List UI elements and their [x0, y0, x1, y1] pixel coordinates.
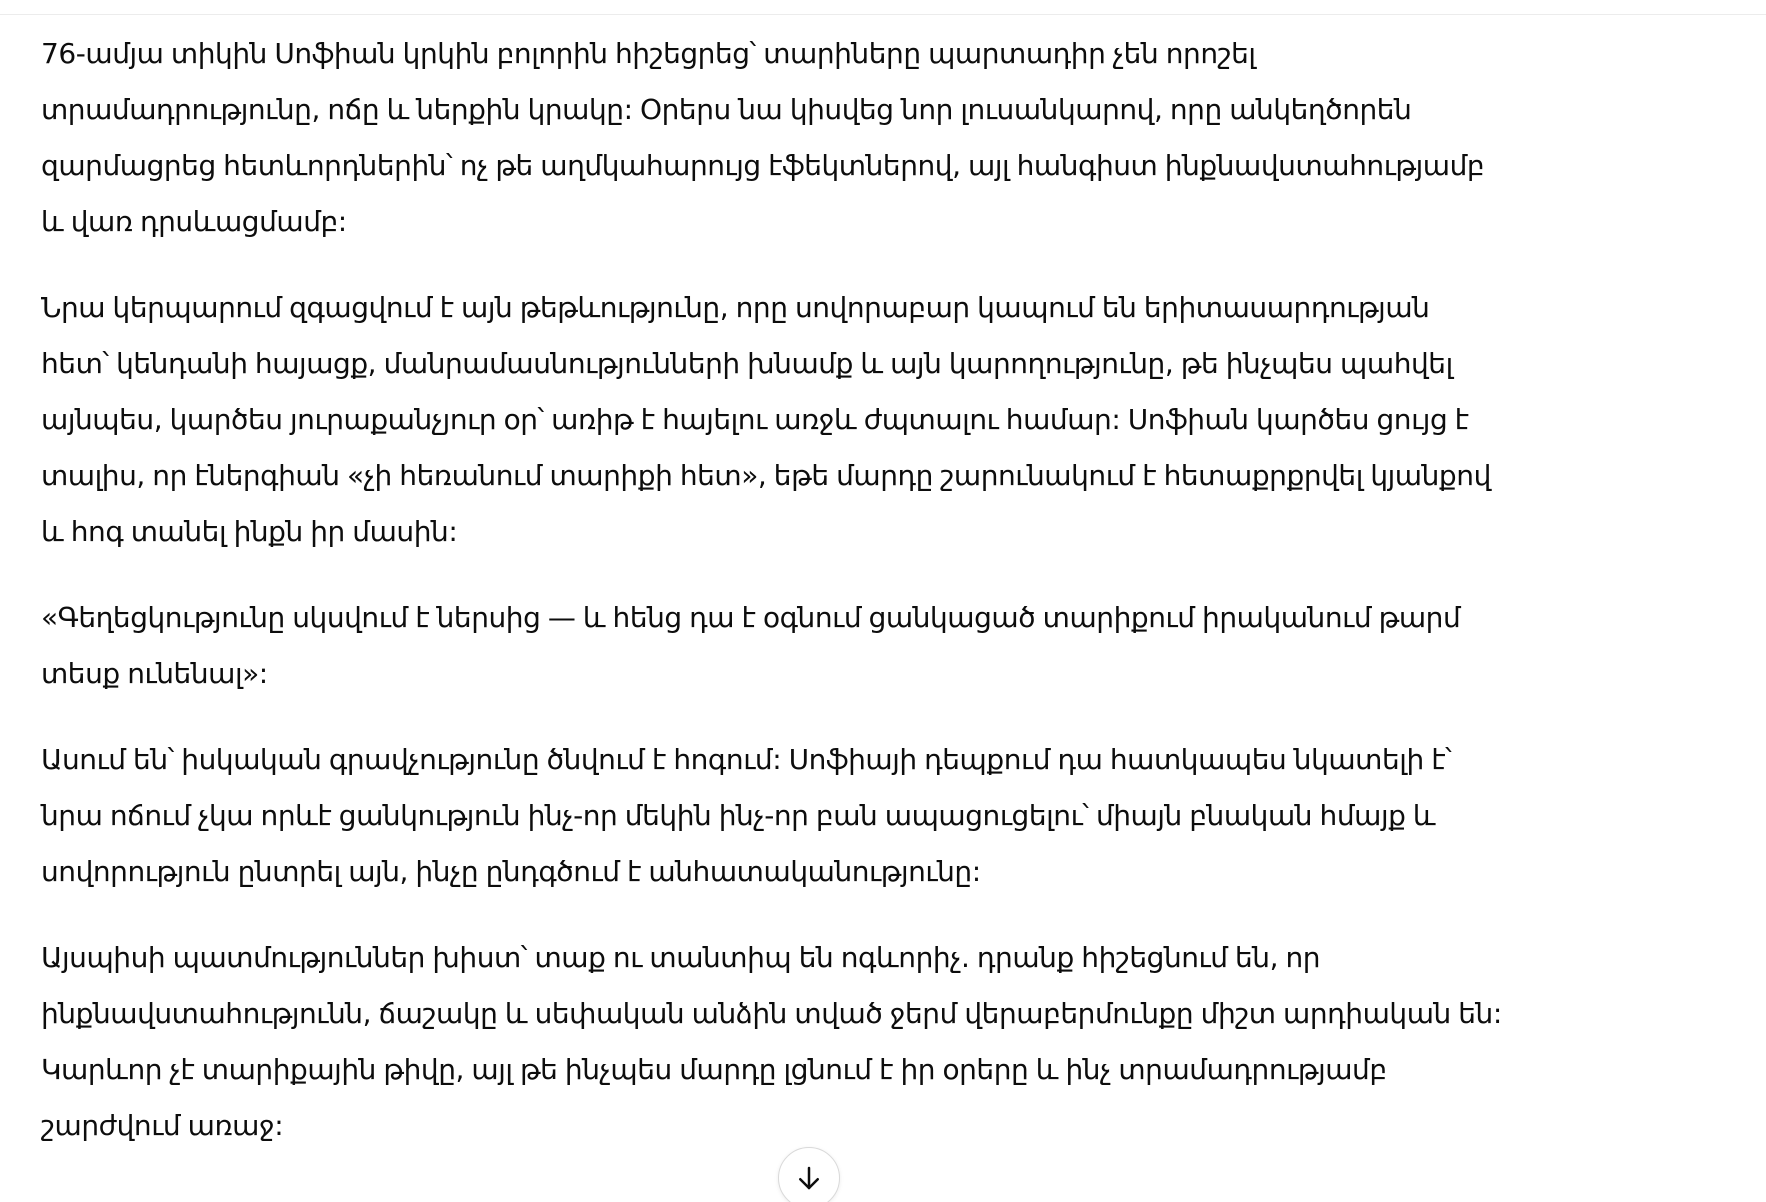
- paragraph-line: Ասում են՝ իսկական գրավչությունը ծնվում է հոգում: Սոֆիայի դեպքում դա հատկապես նկատելի է՝: [41, 743, 1452, 776]
- arrow-down-icon: [794, 1163, 824, 1193]
- quote-paragraph: [41, 590, 1601, 702]
- paragraph-line: տրամադրությունը, ոճը և ներքին կրակը: Օրերս նա կիսվեց նոր լուսանկարով, որը անկեղծորեն: [41, 93, 1412, 126]
- paragraph-2: [41, 280, 1601, 560]
- paragraph-line: սովորություն ընտրել այն, ինչը ընդգծում է անհատականությունը:: [41, 855, 981, 888]
- paragraph-line: ինքնավստահությունն, ճաշակը և սեփական անձին տված ջերմ վերաբերմունքը միշտ արդիական են:: [41, 997, 1502, 1030]
- paragraph-line: Այսպիսի պատմություններ խիստ՝ տաք ու տանտիպ են ոգևորիչ. դրանք հիշեցնում են, որ: [41, 941, 1321, 974]
- article-body: [41, 26, 1601, 1184]
- paragraph-line: շարժվում առաջ:: [41, 1109, 284, 1142]
- paragraph-line: 76-ամյա տիկին Սոֆիան կրկին բոլորին հիշեցրեց՝ տարիները պարտադիր չեն որոշել: [41, 37, 1256, 70]
- paragraph-line: հետ՝ կենդանի հայացք, մանրամասնությունների խնամք և այն կարողությունը, թե ինչպես պահվել: [41, 347, 1453, 380]
- paragraph-4: [41, 732, 1601, 900]
- paragraph-line: տեսք ունենալ»:: [41, 657, 268, 690]
- paragraph-line: «Գեղեցկությունը սկսվում է ներսից — և հենց դա է օգնում ցանկացած տարիքում իրականում թարմ: [41, 601, 1461, 634]
- paragraph-line: նրա ոճում չկա որևէ ցանկություն ինչ-որ մեկին ինչ-որ բան ապացուցելու՝ միայն բնական հմայք և: [41, 799, 1436, 832]
- paragraph-line: տալիս, որ էներգիան «չի հեռանում տարիքի հետ», եթե մարդը շարունակում է հետաքրքրվել կյանքով: [41, 459, 1491, 492]
- paragraph-line: և հոգ տանել ինքն իր մասին:: [41, 515, 458, 548]
- paragraph-line: Կարևոր չէ տարիքային թիվը, այլ թե ինչպես մարդը լցնում է իր օրերը և ինչ տրամադրությամբ: [41, 1053, 1387, 1086]
- paragraph-line: այնպես, կարծես յուրաքանչյուր օր՝ առիթ է հայելու առջև ժպտալու համար: Սոֆիան կարծես ցույց է: [41, 403, 1469, 436]
- paragraph-line: Նրա կերպարում զգացվում է այն թեթևությունը, որը սովորաբար կապում են երիտասարդության: [41, 291, 1430, 324]
- paragraph-line: և վառ դրսևացմամբ:: [41, 205, 347, 238]
- paragraph-line: զարմացրեց հետևորդներին՝ ոչ թե աղմկահարույց էֆեկտներով, այլ հանգիստ ինքնավստահությամբ: [41, 149, 1485, 182]
- paragraph-1: [41, 26, 1601, 250]
- paragraph-5: [41, 930, 1601, 1154]
- top-divider: [0, 14, 1766, 15]
- scroll-to-bottom-button[interactable]: [778, 1147, 840, 1202]
